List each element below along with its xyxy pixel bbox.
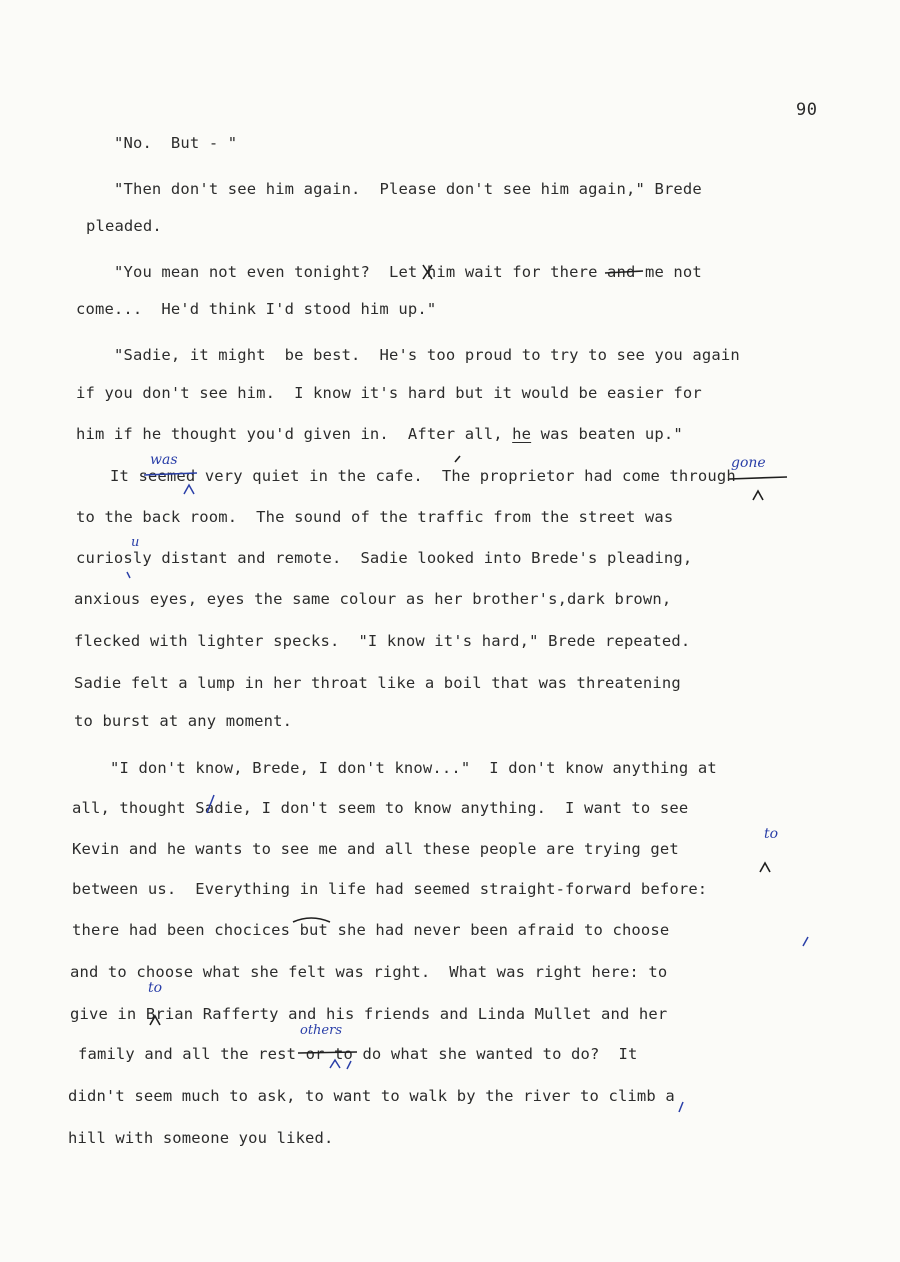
text-line: to the back room. The sound of the traffic from the street was xyxy=(76,508,674,526)
text-line: "I don't know, Brede, I don't know..." I don't know anything at xyxy=(110,759,717,777)
text-line: didn't seem much to ask, to want to walk by the river to climb a xyxy=(68,1087,675,1105)
text-line: and to choose what she felt was right. What was right here: to xyxy=(70,963,668,981)
text-line: family and all the rest or to do what she wanted to do? It xyxy=(78,1045,638,1063)
text-line: curiosly distant and remote. Sadie looked into Brede's pleading, xyxy=(76,549,693,567)
text-fragment: him if he thought you'd given in. After all, xyxy=(76,425,513,443)
text-line: Sadie felt a lump in her throat like a boil that was threatening xyxy=(74,674,681,692)
text-line: anxious eyes, eyes the same colour as her brother's,dark brown, xyxy=(74,590,672,608)
handwritten-insertion: gone xyxy=(731,455,766,471)
handwritten-insertion: to xyxy=(148,980,163,996)
page-number: 90 xyxy=(796,100,818,120)
text-line: give in Brian Rafferty and his friends and Linda Mullet and her xyxy=(70,1005,668,1023)
text-line: if you don't see him. I know it's hard but it would be easier for xyxy=(76,384,702,402)
text-line: to burst at any moment. xyxy=(74,712,293,730)
text-fragment: was beaten up." xyxy=(531,425,683,443)
text-line: flecked with lighter specks. "I know it's hard," Brede repeated. xyxy=(74,632,691,650)
text-line: between us. Everything in life had seemed straight-forward before: xyxy=(72,880,708,898)
text-line: "You mean not even tonight? Let him wait for there and me not xyxy=(114,263,702,281)
text-line: Kevin and he wants to see me and all these people are trying get xyxy=(72,840,679,858)
handwritten-insertion: was xyxy=(150,452,178,468)
text-line: "Then don't see him again. Please don't see him again," Brede xyxy=(114,180,702,198)
underlined-word: he xyxy=(512,425,532,443)
text-line: come... He'd think I'd stood him up." xyxy=(76,300,437,318)
text-line: there had been chocices but she had never been afraid to choose xyxy=(72,921,670,939)
handwritten-insertion: u xyxy=(131,535,140,550)
handwritten-insertion: to xyxy=(764,826,779,842)
text-line xyxy=(76,425,683,443)
handwritten-insertion: others xyxy=(300,1023,343,1038)
text-line: "No. But - " xyxy=(114,134,238,152)
text-line: all, thought Sadie, I don't seem to know anything. I want to see xyxy=(72,799,689,817)
text-line: "Sadie, it might be best. He's too proud to try to see you again xyxy=(114,346,740,364)
text-line: hill with someone you liked. xyxy=(68,1129,334,1147)
text-line: pleaded. xyxy=(86,217,162,235)
text-line: It seemed very quiet in the cafe. The proprietor had come through xyxy=(110,467,736,485)
